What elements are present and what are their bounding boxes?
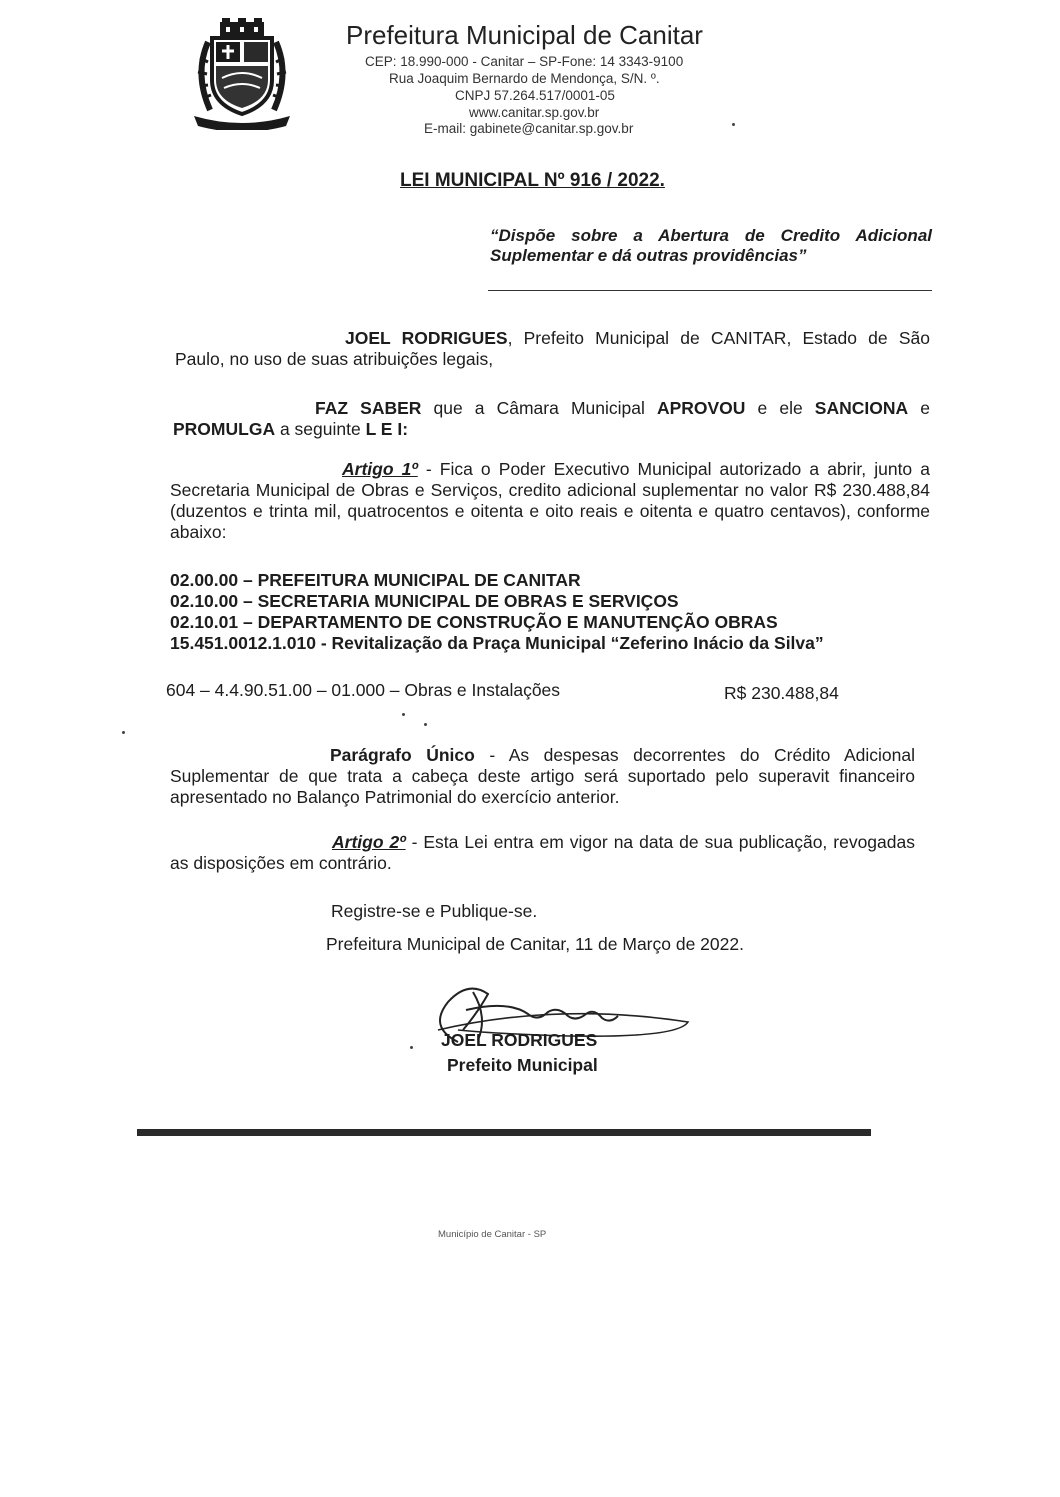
article-1-text: - Fica o Poder Executivo Municipal autorizado a abrir, junto a Secretaria Municipal de Obras e Serviços, credito adicional suplementar no valor R$ 230.488,84 (duzentos e trinta mil, quatrocentos e oitenta e oito reais e oitenta e quatro centavos), conforme abaixo:	[170, 459, 930, 542]
budget-line: 15.451.0012.1.010 - Revitalização da Praça Municipal “Zeferino Inácio da Silva”	[170, 633, 824, 653]
signer-title: Prefeito Municipal	[447, 1055, 598, 1075]
registre-publique: Registre-se e Publique-se.	[331, 901, 538, 921]
budget-line: 02.10.01 – DEPARTAMENTO DE CONSTRUÇÃO E MANUTENÇÃO OBRAS	[170, 612, 778, 632]
signer-name: JOEL RODRIGUES	[441, 1030, 598, 1050]
faz-text: que a Câmara Municipal	[421, 398, 657, 418]
budget-item: 604 – 4.4.90.51.00 – 01.000 – Obras e Instalações	[166, 680, 561, 700]
header-cnpj: CNPJ 57.264.517/0001-05	[455, 88, 615, 103]
scan-speck	[732, 123, 735, 126]
scan-speck	[402, 713, 405, 716]
faz-text: e	[908, 398, 930, 418]
promulga: PROMULGA	[173, 419, 276, 439]
aprovou: APROVOU	[656, 398, 746, 418]
budget-block	[170, 570, 890, 654]
article-1	[170, 459, 930, 543]
ementa-underline	[488, 290, 932, 291]
date-line: Prefeitura Municipal de Canitar, 11 de Março de 2022.	[326, 934, 744, 954]
article-2-text: - Esta Lei entra em vigor na data de sua publicação, revogadas as disposições em contrário.	[170, 832, 915, 873]
mayor-name: JOEL RODRIGUES	[345, 328, 508, 348]
footer-divider	[137, 1129, 871, 1136]
municipal-coat-of-arms-icon	[186, 18, 298, 130]
org-name: Prefeitura Municipal de Canitar	[346, 20, 703, 50]
intro-paragraph	[175, 328, 930, 370]
footer-text: Município de Canitar - SP	[438, 1229, 547, 1240]
law-title: LEI MUNICIPAL Nº 916 / 2022.	[400, 170, 665, 191]
budget-value: R$ 230.488,84	[724, 683, 839, 703]
header-website: www.canitar.sp.gov.br	[469, 105, 600, 120]
article-2-label: Artigo 2º	[332, 832, 406, 852]
budget-line: 02.10.00 – SECRETARIA MUNICIPAL DE OBRAS E SERVIÇOS	[170, 591, 679, 611]
budget-line: 02.00.00 – PREFEITURA MUNICIPAL DE CANITAR	[170, 570, 581, 590]
sanciona: SANCIONA	[814, 398, 909, 418]
scan-speck	[424, 723, 427, 726]
header-cep-phone: CEP: 18.990-000 - Canitar – SP-Fone: 14 3343-9100	[365, 54, 684, 69]
intro-text: , Prefeito Municipal de CANITAR, Estado de São Paulo, no uso de suas atribuições legais,	[175, 328, 930, 369]
header-address: Rua Joaquim Bernardo de Mendonça, S/N. º.	[389, 71, 660, 86]
paragrafo-unico	[170, 745, 915, 808]
header-email: E-mail: gabinete@canitar.sp.gov.br	[424, 121, 634, 136]
faz-saber: FAZ SABER	[315, 398, 422, 418]
paragrafo-label: Parágrafo Único	[330, 745, 475, 765]
paragrafo-text: - As despesas decorrentes do Crédito Adicional Suplementar de que trata a cabeça deste artigo será suportado pelo superavit financeiro apresentado no Balanço Patrimonial do exercício anterior.	[170, 745, 915, 807]
faz-text: e ele	[745, 398, 815, 418]
scan-speck	[122, 731, 125, 734]
article-1-label: Artigo 1º	[342, 459, 418, 479]
article-2	[170, 832, 915, 874]
faz-text: a seguinte	[275, 419, 366, 439]
lei-label: L E I:	[365, 419, 409, 439]
scan-speck	[410, 1046, 413, 1049]
law-ementa: “Dispõe sobre a Abertura de Credito Adicional Suplementar e dá outras providências”	[490, 226, 932, 265]
faz-saber-paragraph	[173, 398, 930, 440]
